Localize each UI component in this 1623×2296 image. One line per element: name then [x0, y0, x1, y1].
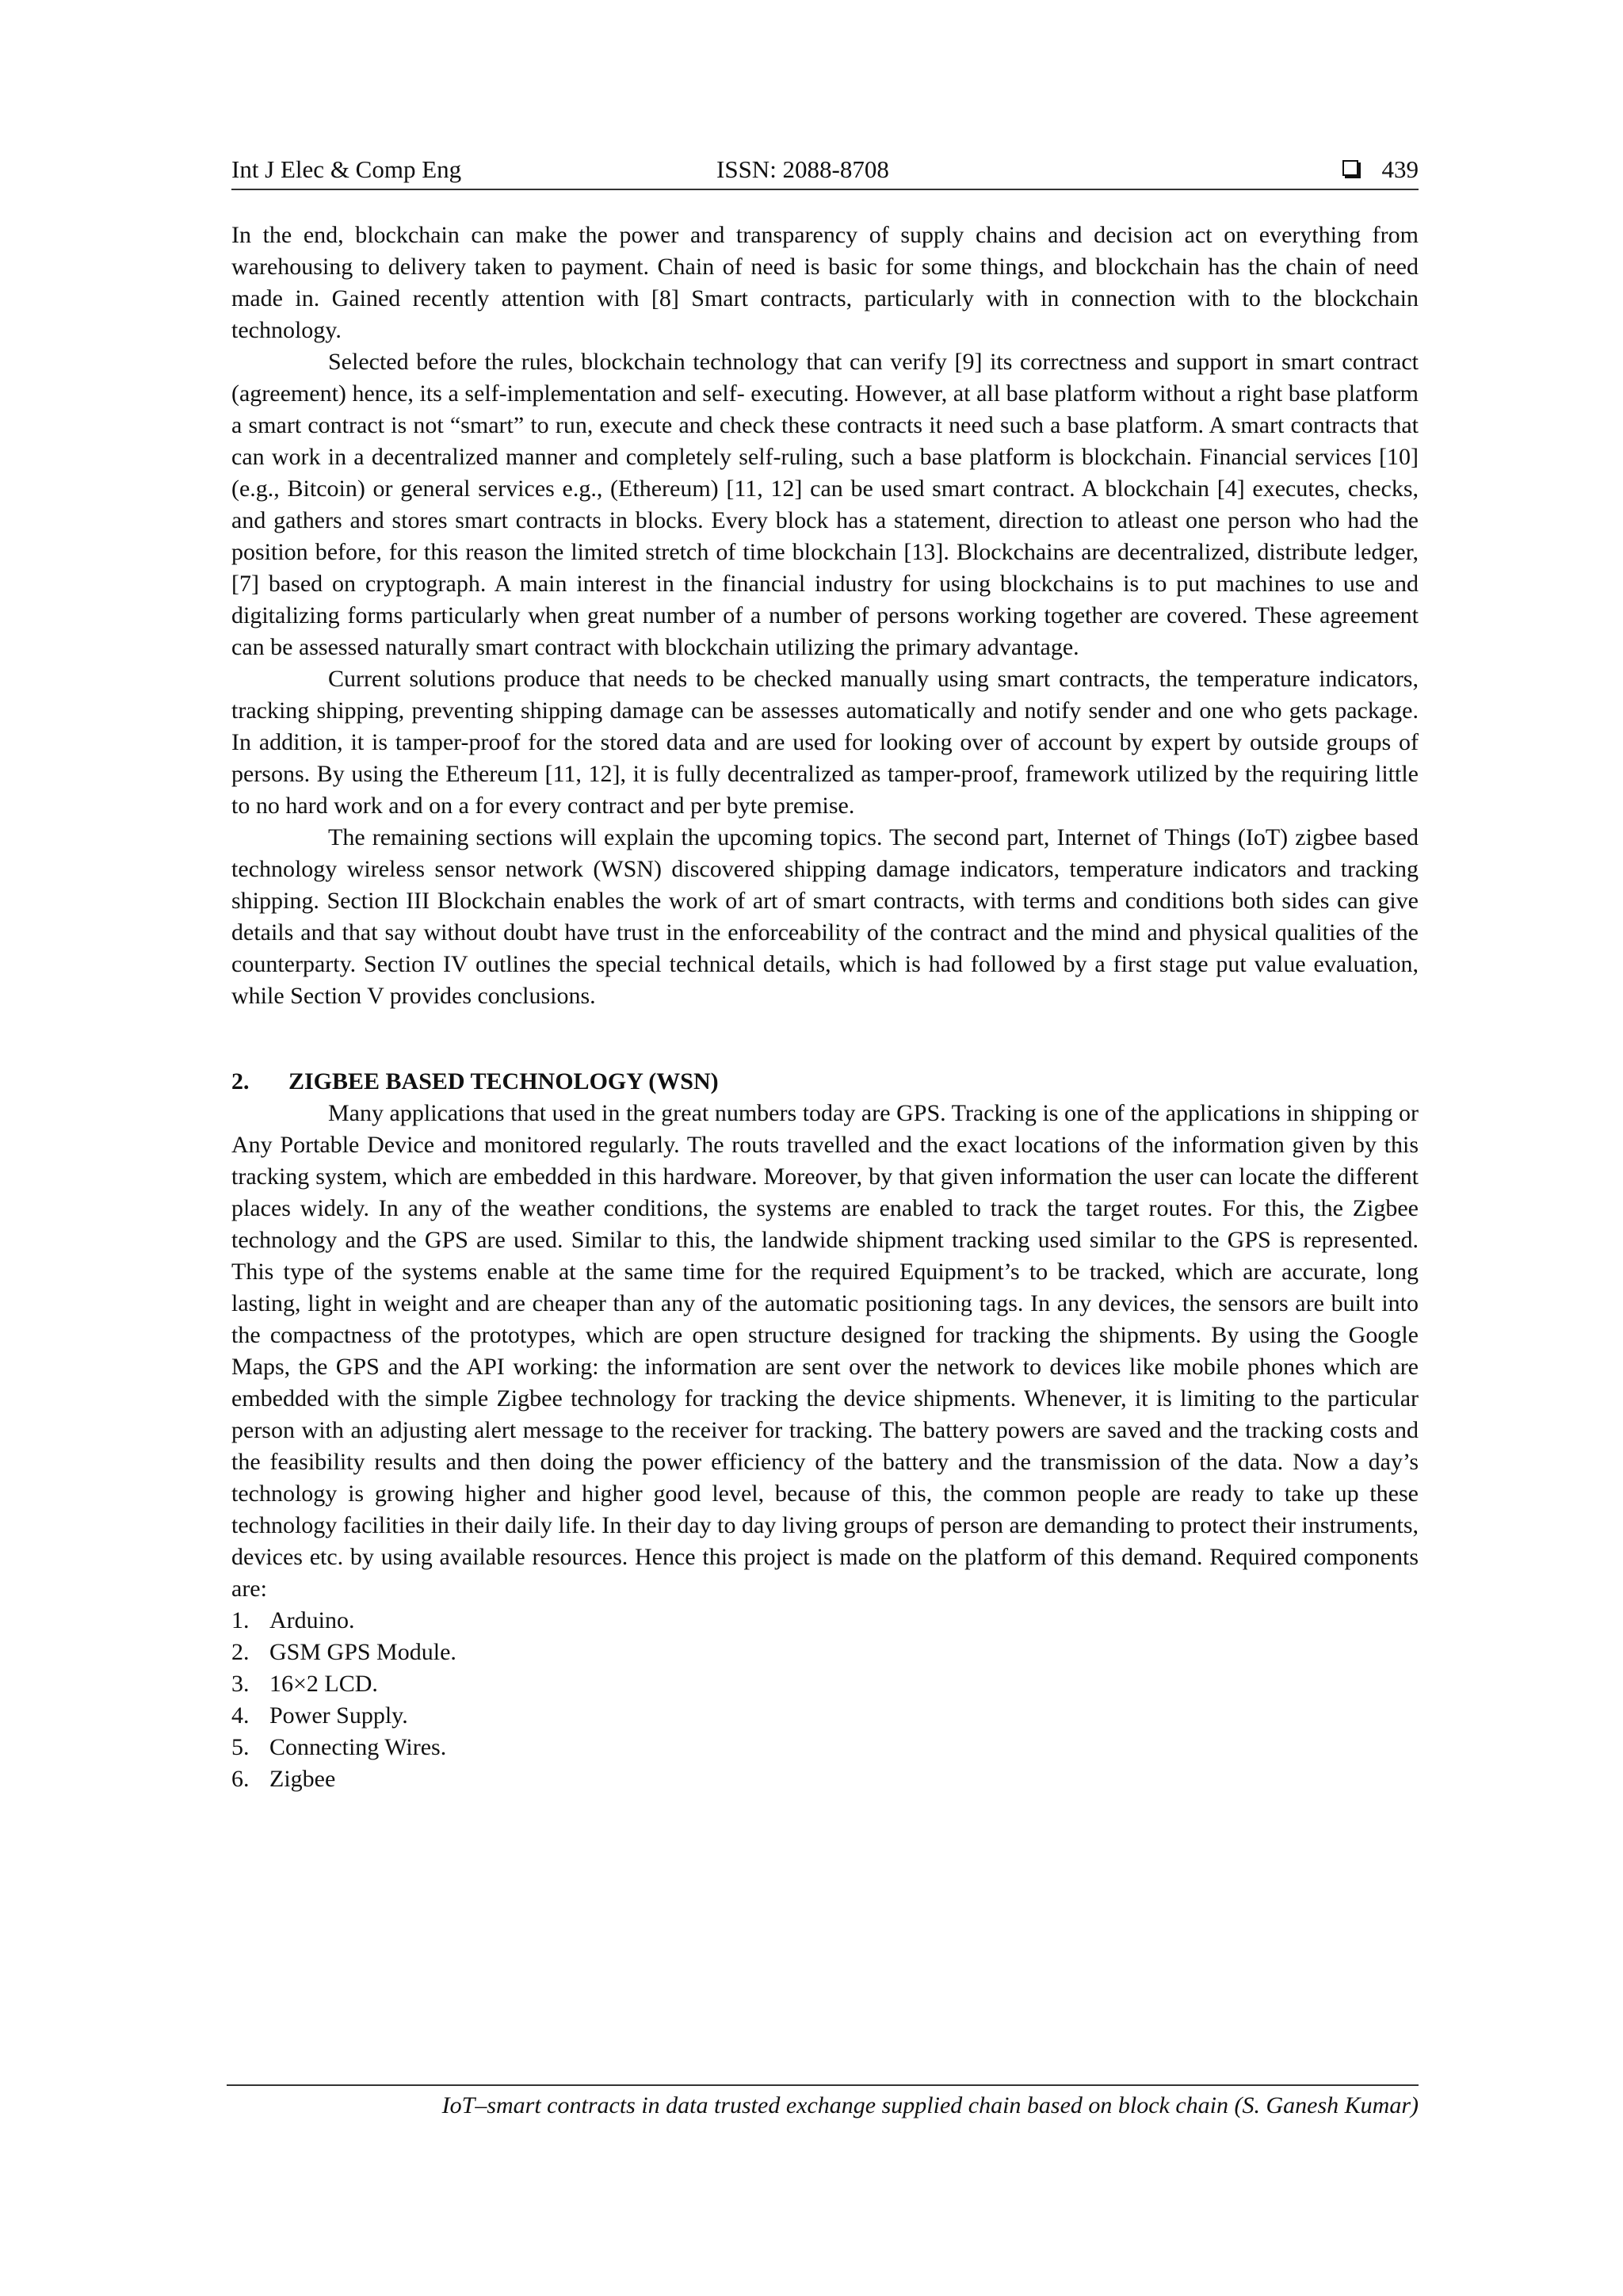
section-number: 2. [231, 1068, 250, 1095]
square-bullet-icon [1342, 160, 1358, 176]
issn: ISSN: 2088-8708 [716, 155, 889, 183]
section-heading [231, 1066, 1419, 1098]
page-number: 439 [1381, 155, 1419, 183]
paragraph: Selected before the rules, blockchain technology that can verify [9] its correctness and support in smart contract (agreement) hence, its a self-implementation and self- executing. However, at all base platform without a right base platform a smart contract is not “smart” to run, execute and check these contracts it need such a base platform. A smart contracts that can work in a decentralized manner and completely self-ruling, such a base platform is blockchain. Financial services [10] (e.g., Bitcoin) or general services e.g., (Ethereum) [11, 12] can be used smart contract. A blockchain [4] executes, checks, and gathers and stores smart contracts in blocks. Every block has a statement, direction to atleast one person who had the position before, for this reason the limited stretch of time blockchain [13]. Blockchains are decentralized, distribute ledger, [7] based on cryptograph. A main interest in the financial industry for using blockchains is to put machines to use and digitalizing forms particularly when great number of a number of persons working together are covered. These agreement can be assessed naturally smart contract with blockchain utilizing the primary advantage. [231, 349, 1419, 660]
paragraph: Current solutions produce that needs to be checked manually using smart contracts, the temperature indicators, tracking shipping, preventing shipping damage can be assesses automatically and notify sender and one who gets package. In addition, it is tamper-proof for the stored data and are used for looking over of account by expert by outside groups of persons. By using the Ethereum [11, 12], it is fully decentralized as tamper-proof, framework utilized by the requiring little to no hard work and on a for every contract and per byte premise. [231, 666, 1419, 819]
list-item: 6. Zigbee [231, 1766, 336, 1792]
list-item: 2. GSM GPS Module. [231, 1639, 456, 1665]
list-item: 1. Arduino. [231, 1607, 355, 1633]
running-header [231, 154, 1419, 190]
list-item: 3. 16×2 LCD. [231, 1671, 378, 1697]
list-item: 5. Connecting Wires. [231, 1734, 447, 1760]
paragraph: In the end, blockchain can make the power and transparency of supply chains and decision act on everything from warehousing to delivery taken to payment. Chain of need is basic for some things, and blockchain has the chain of need made in. Gained recently attention with [8] Smart contracts, particularly with in connection with to the blockchain technology. [231, 222, 1419, 343]
journal-name: Int J Elec & Comp Eng [231, 155, 462, 183]
paragraph: The remaining sections will explain the upcoming topics. The second part, Internet of Things (IoT) zigbee based technology wireless sensor network (WSN) discovered shipping damage indicators, temperature indicators and tracking shipping. Section III Blockchain enables the work of art of smart contracts, with terms and conditions both sides can give details and that say without doubt have trust in the enforceability of the contract and the mind and physical qualities of the counterparty. Section IV outlines the special technical details, which is had followed by a first stage put value evaluation, while Section V provides conclusions. [231, 824, 1419, 1009]
components-list [231, 1605, 1419, 1795]
section-title: ZIGBEE BASED TECHNOLOGY (WSN) [288, 1068, 719, 1095]
body-text [231, 220, 1419, 1795]
list-item: 4. Power Supply. [231, 1702, 408, 1729]
paragraph: Many applications that used in the great numbers today are GPS. Tracking is one of the applications in shipping or Any Portable Device and monitored regularly. The routs travelled and the exact locations of the information given by this tracking system, which are embedded in this hardware. Moreover, by that given information the user can locate the different places widely. In any of the weather conditions, the systems are enabled to track the target routes. For this, the Zigbee technology and the GPS are used. Similar to this, the landwide shipment tracking used similar to the GPS is represented. This type of the systems enable at the same time for the required Equipment’s to be tracked, which are accurate, long lasting, light in weight and are cheaper than any of the automatic positioning tags. In any devices, the sensors are built into the compactness of the prototypes, which are open structure designed for tracking the shipments. By using the Google Maps, the GPS and the API working: the information are sent over the network to devices like mobile phones which are embedded with the simple Zigbee technology for tracking the device shipments. Whenever, it is limiting to the particular person with an adjusting alert message to the receiver for tracking. The battery powers are saved and the tracking costs and the feasibility results and then doing the power efficiency of the battery and the transmission of the data. Now a day’s technology is growing higher and higher good level, because of this, the common people are ready to take up these technology facilities in their daily life. In their day to day living groups of person are demanding to protect their instruments, devices etc. by using available resources. Hence this project is made on the platform of this demand. Required components are: [231, 1100, 1419, 1602]
running-footer: IoT–smart contracts in data trusted exchange supplied chain based on block chain (S. Ganesh Kumar) [227, 2084, 1419, 2119]
